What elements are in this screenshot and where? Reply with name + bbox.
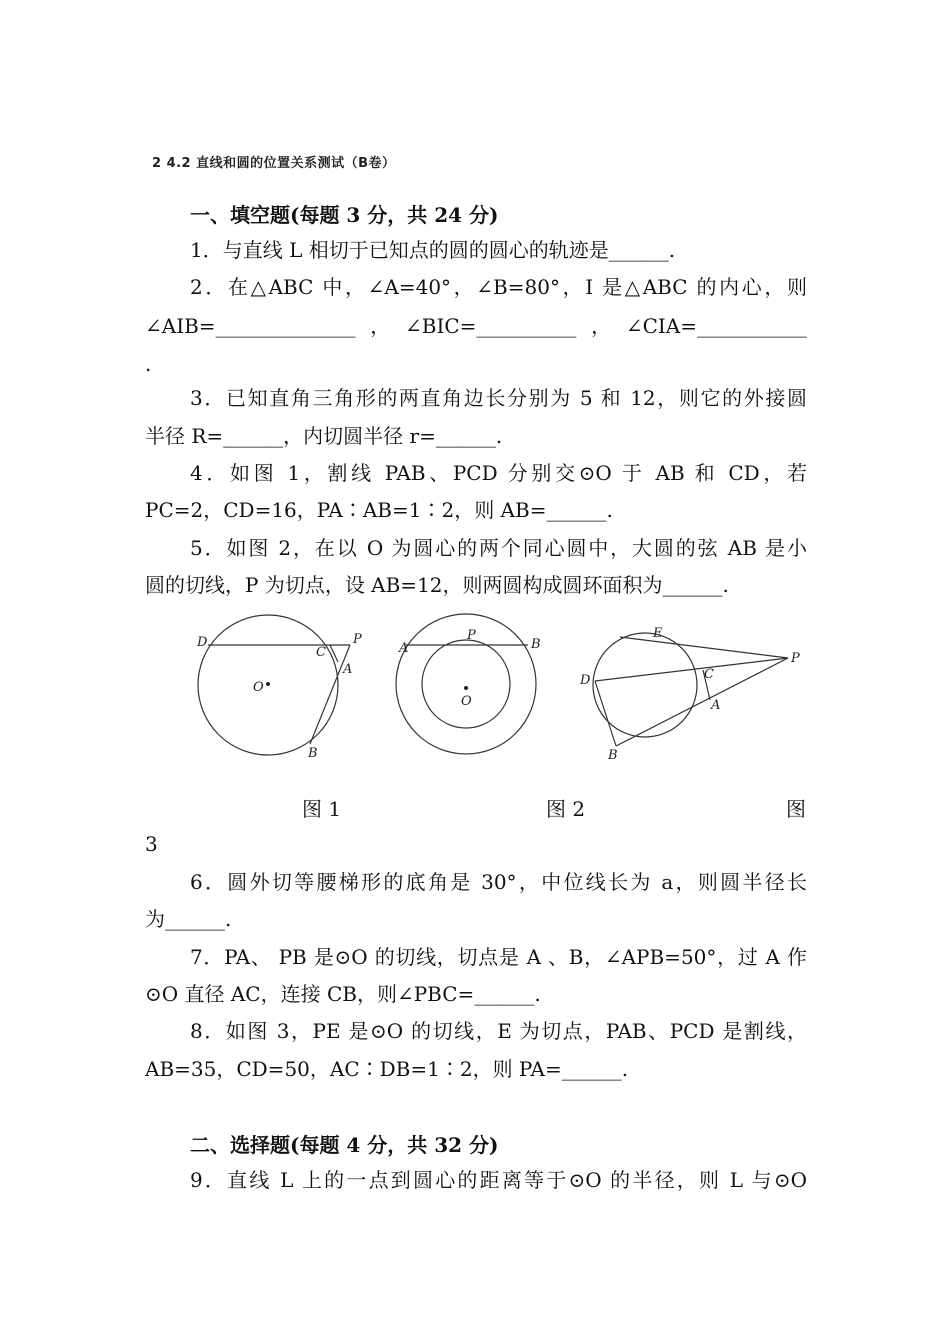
question-8-line-2: AB=35，CD=50，AC∶DB=1∶2，则 PA=______. bbox=[145, 1057, 629, 1081]
fig3-label-p: P bbox=[791, 651, 800, 666]
question-4-line-2: PC=2，CD=16，PA∶AB=1∶2，则 AB=______. bbox=[145, 498, 613, 522]
question-7-line-2: ⊙O 直径 AC，连接 CB，则∠PBC=______. bbox=[145, 982, 541, 1006]
question-2-line-3: . bbox=[145, 352, 152, 376]
figures-row bbox=[180, 612, 820, 772]
question-5-line-2: 圆的切线，P 为切点，设 AB=12，则两圆构成圆环面积为______. bbox=[145, 573, 729, 597]
fig3-label-e: E bbox=[653, 626, 663, 641]
fig1-label-b: B bbox=[308, 746, 318, 761]
section-title-fill-blank: 一、填空题(每题 3 分，共 24 分) bbox=[190, 203, 499, 227]
question-1-line: 1．与直线 L 相切于已知点的圆的圆心的轨迹是______. bbox=[190, 238, 676, 262]
figure-1-caption: 图 1 bbox=[302, 797, 342, 821]
fig1-label-p: P bbox=[353, 632, 362, 647]
fig2-outer-circle bbox=[396, 614, 536, 754]
question-6-line-1: 6．圆外切等腰梯形的底角是 30°，中位线长为 a，则圆半径长 bbox=[190, 870, 807, 894]
fig2-label-a: A bbox=[399, 641, 409, 656]
fig3-secant-pab bbox=[616, 658, 788, 746]
fig2-label-p: P bbox=[467, 628, 476, 643]
question-2-line-2: ∠AIB=______________，∠BIC=__________，∠CIA=___________ bbox=[145, 314, 807, 338]
fig3-label-a: A bbox=[711, 698, 721, 713]
fig2-inner-circle bbox=[422, 640, 510, 728]
fig1-label-d: D bbox=[197, 635, 208, 650]
fig3-tangent-pe bbox=[620, 637, 788, 658]
section-title-multiple-choice: 二、选择题(每题 4 分，共 32 分) bbox=[190, 1133, 499, 1157]
fig3-label-b: B bbox=[608, 748, 618, 763]
question-5-line-1: 5．如图 2，在以 O 为圆心的两个同心圆中，大圆的弦 AB 是小 bbox=[190, 536, 807, 560]
question-4-line-1: 4．如图 1，割线 PAB、PCD 分别交⊙O 于 AB 和 CD，若 bbox=[190, 461, 807, 485]
fig2-label-b: B bbox=[531, 637, 541, 652]
figure-3-caption: 图 bbox=[786, 797, 806, 821]
figure-2-caption: 图 2 bbox=[546, 797, 586, 821]
geometry-figures bbox=[180, 612, 820, 772]
fig1-label-a: A bbox=[343, 662, 353, 677]
fig1-label-c: C bbox=[316, 645, 326, 660]
fig3-label-d: D bbox=[580, 673, 591, 688]
fig3-label-c: C bbox=[704, 667, 714, 682]
question-9-line-1: 9．直线 L 上的一点到圆心的距离等于⊙O 的半径，则 L 与⊙O bbox=[190, 1168, 807, 1192]
fig2-label-o: O bbox=[461, 694, 472, 709]
question-2-line-1: 2．在△ABC 中，∠A=40°，∠B=80°，I 是△ABC 的内心，则 bbox=[190, 275, 807, 299]
document-title: 2 4.2 直线和圆的位置关系测试（B卷） bbox=[152, 156, 396, 171]
question-3-line-1: 3．已知直角三角形的两直角边长分别为 5 和 12，则它的外接圆 bbox=[190, 386, 807, 410]
figure-3-caption-number: 3 bbox=[145, 832, 158, 856]
question-7-line-1: 7．PA、 PB 是⊙O 的切线，切点是 A 、B，∠APB=50°，过 A 作 bbox=[190, 945, 807, 969]
question-3-line-2: 半径 R=______，内切圆半径 r=______. bbox=[145, 424, 503, 448]
question-6-line-2: 为______. bbox=[145, 907, 232, 931]
question-8-line-1: 8．如图 3，PE 是⊙O 的切线，E 为切点，PAB、PCD 是割线， bbox=[190, 1019, 807, 1043]
fig1-label-o: O bbox=[253, 680, 264, 695]
